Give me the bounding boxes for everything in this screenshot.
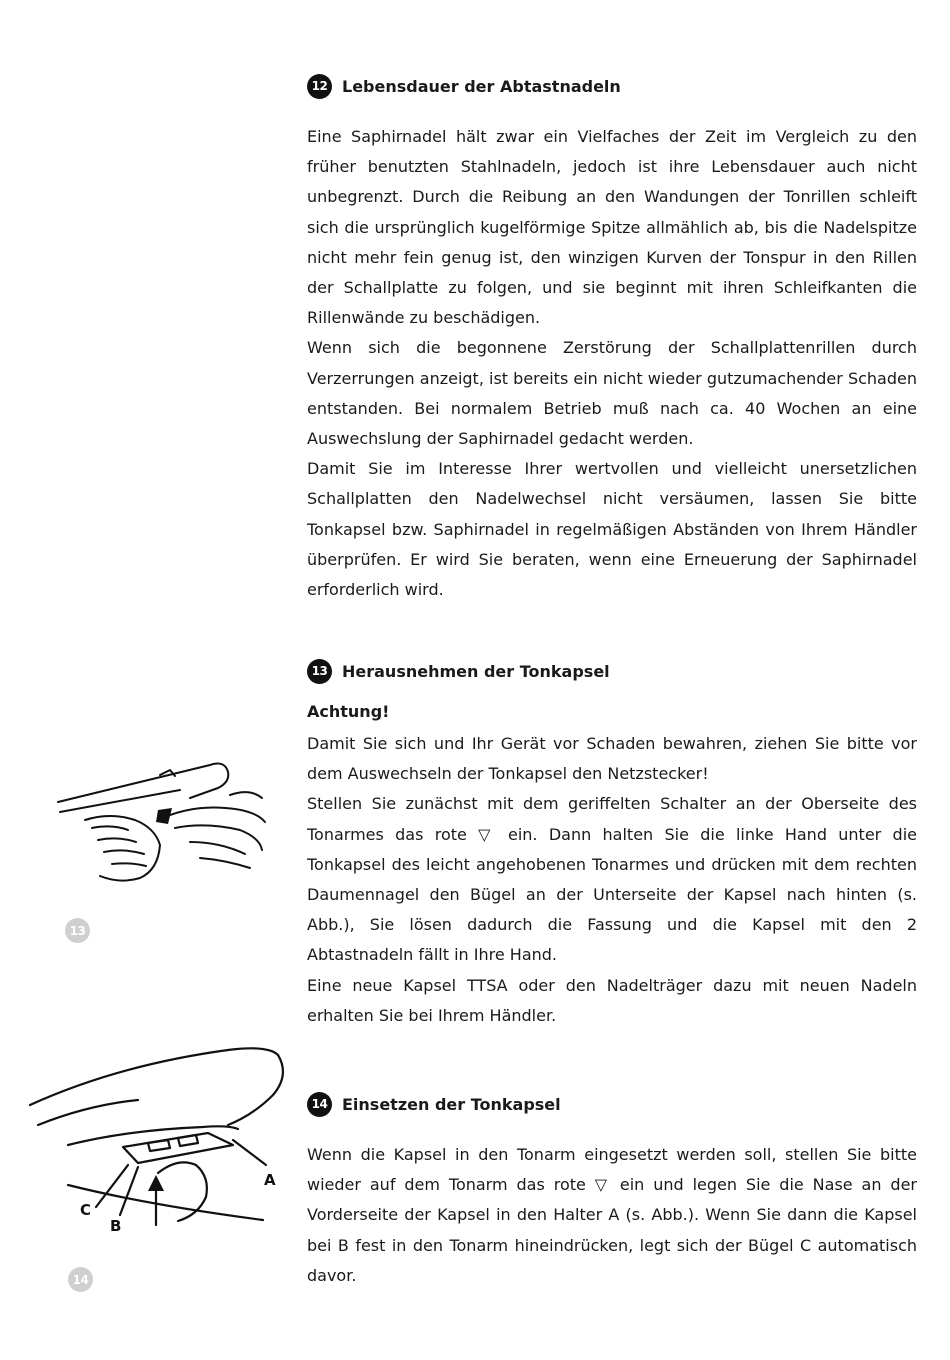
section-13 <box>307 657 917 1031</box>
section-14 <box>307 1090 917 1291</box>
section-13-paragraph-2: Stellen Sie zunächst mit dem geriffelten Schalter an der Oberseite des Tonarmes das rote ▽ ein. Dann halten Sie die linke Hand unter die Tonkapsel des leicht angehobenen Tonarmes und drücken mit dem rechten Daumennagel den Bügel an der Unterseite der Kapsel nach hinten (s. Abb.), Sie lösen dadurch die Fassung und die Kapsel mit den 2 Abtastnadeln fällt in Ihre Hand. <box>307 794 917 965</box>
figure-14-number-badge: 14 <box>68 1267 93 1292</box>
section-14-paragraph-1: Wenn die Kapsel in den Tonarm eingesetzt werden soll, stellen Sie bitte wieder auf dem Tonarm das rote ▽ ein und legen Sie die Nase an der Vorderseite der Kapsel in den Halter A (s. Abb.). Wenn Sie dann die Kapsel bei B fest in den Tonarm hineindrücken, legt sich der Bügel C automatisch davor. <box>307 1145 917 1285</box>
figure-14-illustration <box>28 1045 298 1245</box>
section-13-heading <box>307 657 917 685</box>
figure-13-number-badge: 13 <box>65 918 90 943</box>
section-12-number-badge: 12 <box>307 74 332 99</box>
figure-14 <box>28 1045 298 1300</box>
section-12-paragraph-2: Wenn sich die begonnene Zerstörung der Schallplattenrillen durch Verzerrungen anzeigt, ist bereits ein nicht wieder gutzumachender Schaden entstanden. Bei normalem Betrieb muß nach ca. 40 Wochen an eine Auswechslung der Saphirnadel gedacht werden. <box>307 338 917 449</box>
figure-13-illustration <box>40 750 300 910</box>
section-12-title: Lebensdauer der Abtastnadeln <box>342 76 621 96</box>
section-12-paragraph-1: Eine Saphirnadel hält zwar ein Vielfaches der Zeit im Vergleich zu den früher benutzten Stahlnadeln, jedoch ist ihre Lebensdauer auch nicht unbegrenzt. Durch die Reibung an den Wandungen der Tonrillen schleift sich die ursprünglich kugelförmige Spitze allmählich ab, bis die Nadelspitze nicht mehr fein genug ist, den winzigen Kurven der Tonspur in den Rillen der Schallplatte zu folgen, und sie beginnt mit ihren Schleifkanten die Rillenwände zu beschädigen. <box>307 127 917 328</box>
section-13-title: Herausnehmen der Tonkapsel <box>342 661 610 681</box>
section-13-paragraph-3: Eine neue Kapsel TTSA oder den Nadelträger dazu mit neuen Nadeln erhalten Sie bei Ihrem Händler. <box>307 975 917 1025</box>
figure-13 <box>40 750 300 960</box>
section-12-paragraph-3: Damit Sie im Interesse Ihrer wertvollen und vielleicht unersetzlichen Schallplatten den Nadelwechsel nicht versäumen, lassen Sie bitte Tonkapsel bzw. Saphirnadel in regelmäßigen Abständen von Ihrem Händler überprüfen. Er wird Sie beraten, wenn eine Erneuerung der Saphirnadel erforderlich wird. <box>307 459 917 600</box>
section-12-heading <box>307 72 917 100</box>
figure-14-label-b: B <box>110 1217 122 1235</box>
section-13-warning-heading: Achtung! <box>307 702 390 721</box>
section-13-number-badge: 13 <box>307 659 332 684</box>
section-14-title: Einsetzen der Tonkapsel <box>342 1094 561 1114</box>
section-14-heading <box>307 1090 917 1118</box>
section-14-number-badge: 14 <box>307 1092 332 1117</box>
section-13-paragraph-1: Damit Sie sich und Ihr Gerät vor Schaden bewahren, ziehen Sie bitte vor dem Auswechseln der Tonkapsel den Netzstecker! <box>307 734 917 784</box>
section-12 <box>307 72 917 605</box>
figure-14-label-c: C <box>80 1201 92 1219</box>
figure-14-label-a: A <box>264 1171 276 1189</box>
